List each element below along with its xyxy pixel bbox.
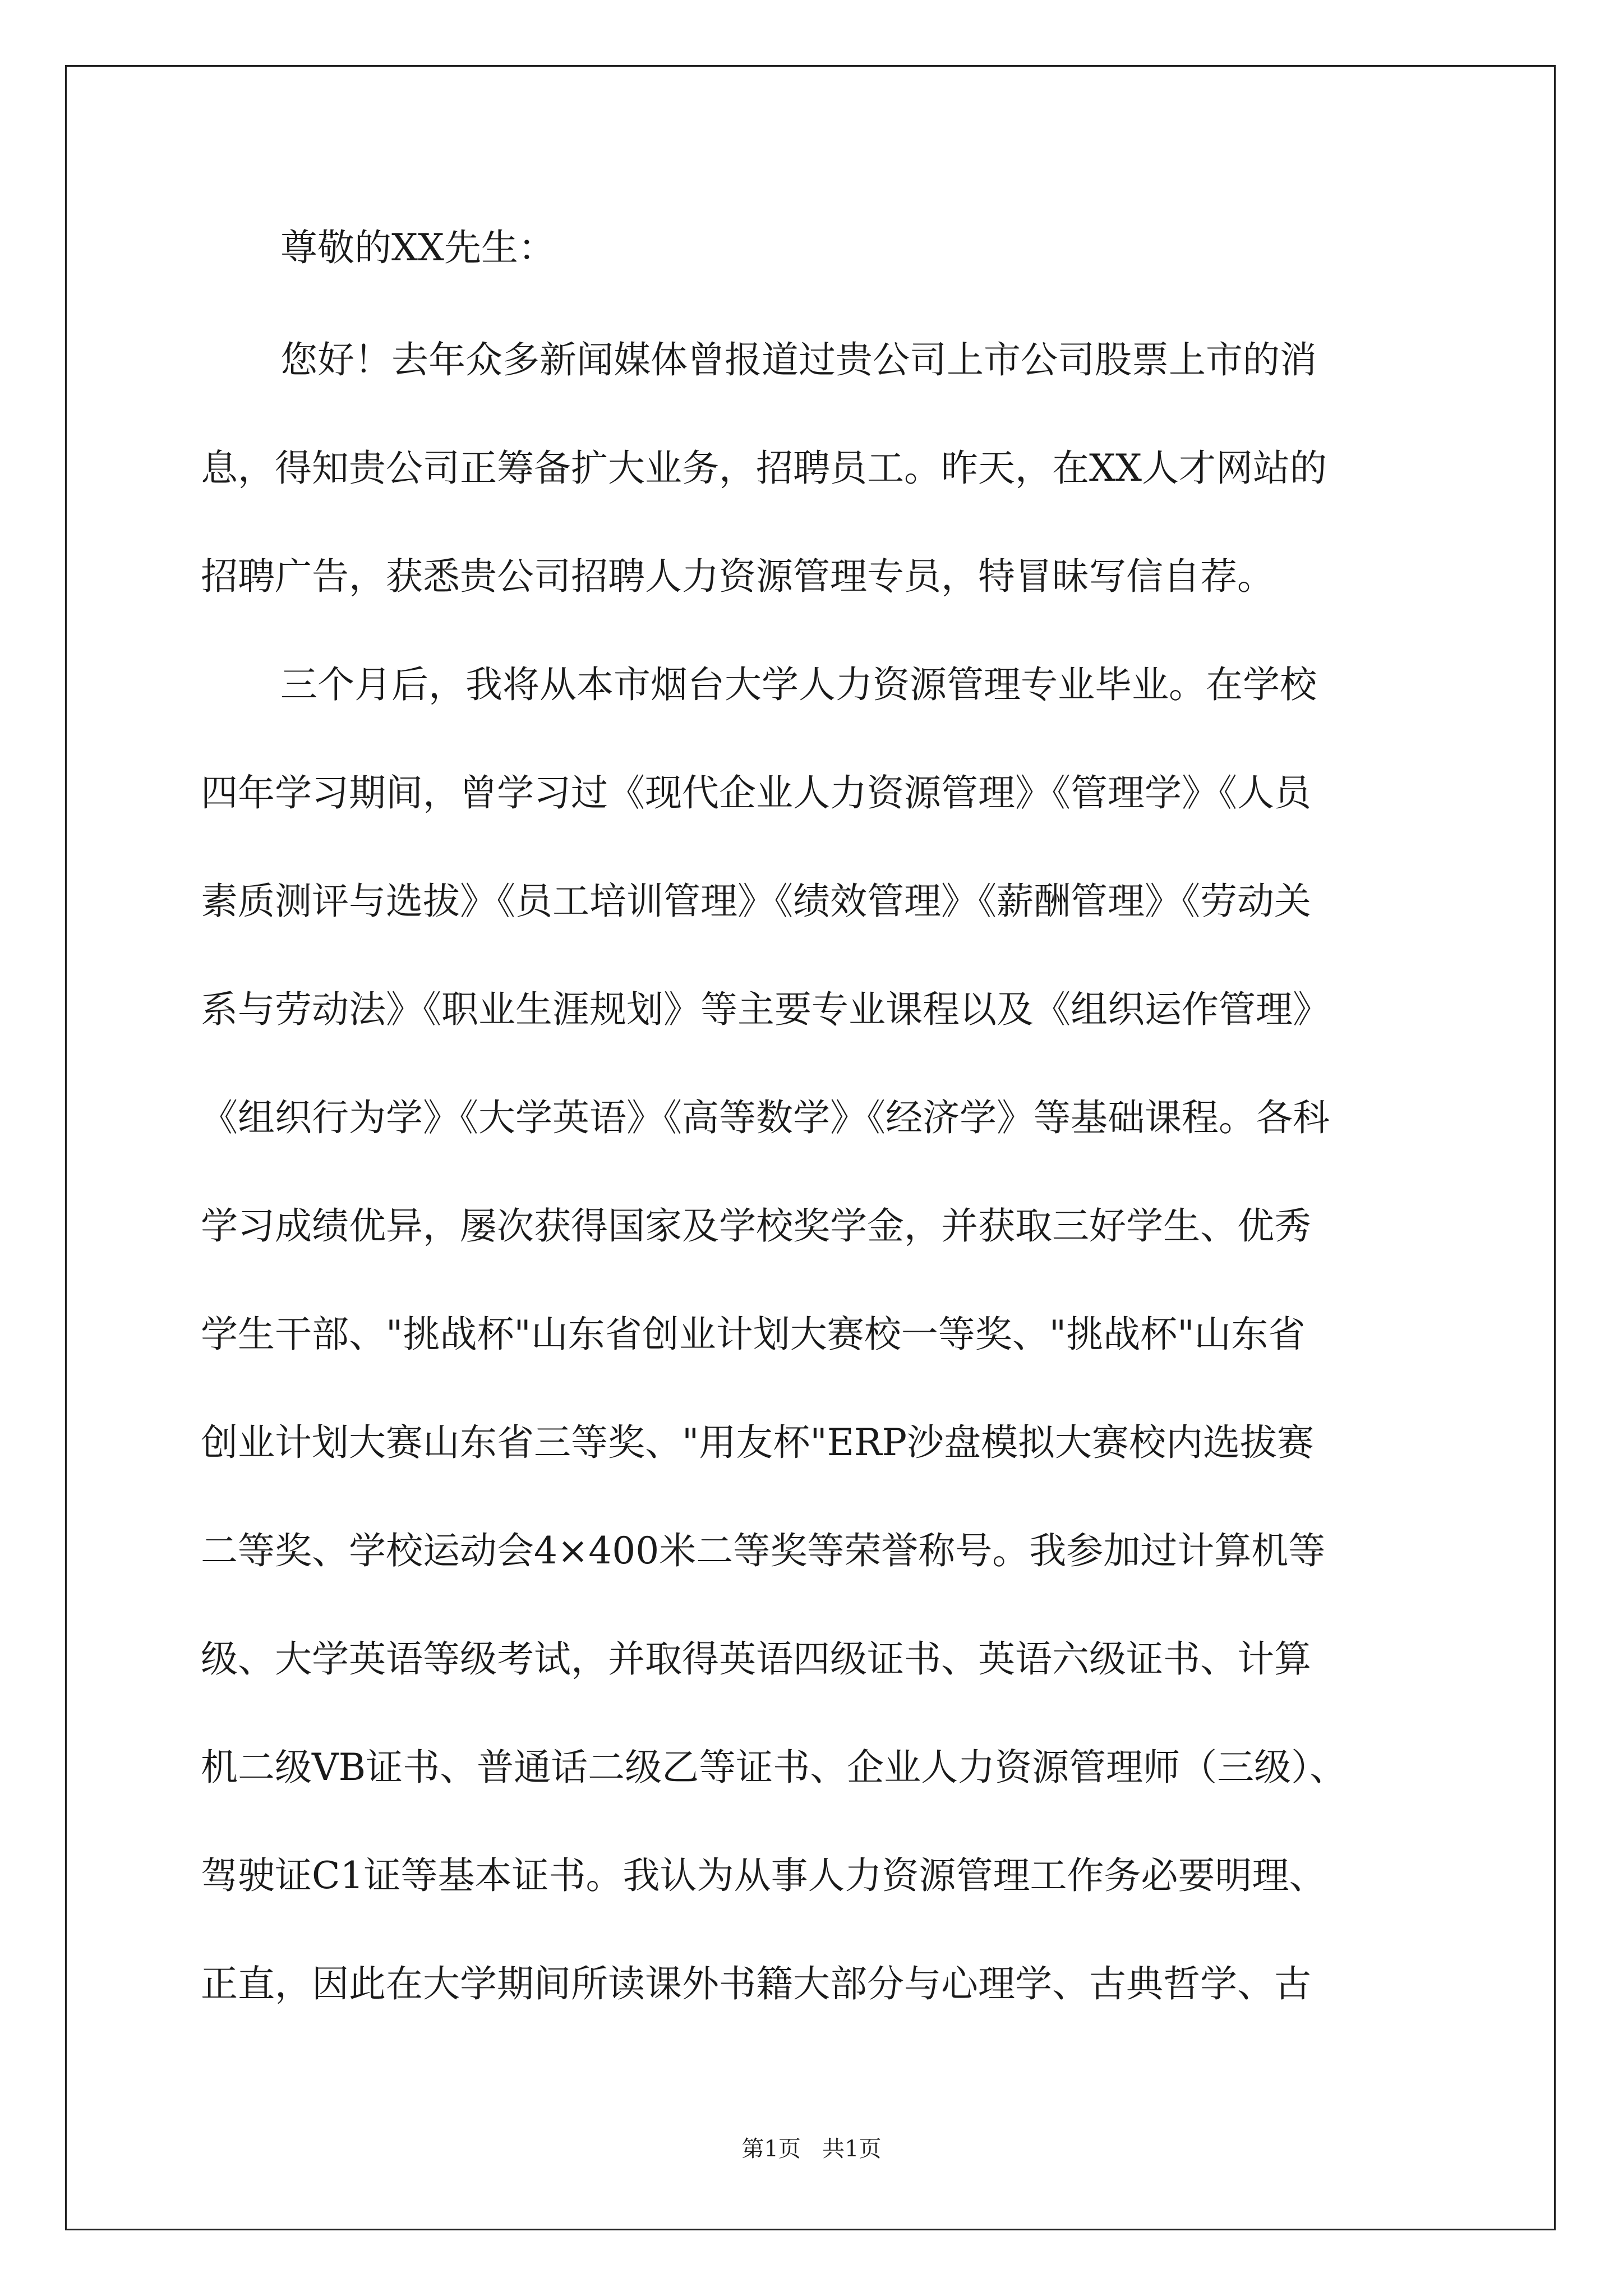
paragraph-line: 二等奖、学校运动会4×400米二等奖等荣誉称号。我参加过计算机等 — [201, 1529, 1326, 1572]
paragraph-line: 级、大学英语等级考试，并取得英语四级证书、英语六级证书、计算 — [201, 1637, 1311, 1681]
paragraph-line: 四年学习期间，曾学习过《现代企业人力资源管理》《管理学》《人员 — [201, 771, 1311, 815]
paragraph-line: 机二级VB证书、普通话二级乙等证书、企业人力资源管理师（三级）、 — [201, 1746, 1347, 1789]
paragraph-line: 创业计划大赛山东省三等奖、"用友杯"ERP沙盘模拟大赛校内选拔赛 — [201, 1421, 1314, 1464]
paragraph-line: 正直，因此在大学期间所读课外书籍大部分与心理学、古典哲学、古 — [201, 1962, 1311, 2005]
paragraph-line: 素质测评与选拔》《员工培训管理》《绩效管理》《薪酬管理》《劳动关 — [201, 880, 1311, 923]
paragraph-line: 学生干部、"挑战杯"山东省创业计划大赛校一等奖、"挑战杯"山东省 — [201, 1313, 1306, 1356]
paragraph-line: 您好！去年众多新闻媒体曾报道过贵公司上市公司股票上市的消 — [280, 338, 1317, 381]
paragraph-line: 学习成绩优异，屡次获得国家及学校奖学金，并获取三好学生、优秀 — [201, 1204, 1311, 1248]
paragraph-line: 招聘广告，获悉贵公司招聘人力资源管理专员，特冒昧写信自荐。 — [201, 555, 1274, 598]
page-border — [65, 65, 1556, 2230]
paragraph-line: 息，得知贵公司正筹备扩大业务，招聘员工。昨天，在XX人才网站的 — [201, 447, 1327, 490]
paragraph-line: 系与劳动法》《职业生涯规划》等主要专业课程以及《组织运作管理》 — [201, 988, 1330, 1031]
paragraph-line: 《组织行为学》《大学英语》《高等数学》《经济学》等基础课程。各科 — [201, 1096, 1330, 1139]
page-number-footer: 第1页 共1页 — [741, 2136, 882, 2162]
salutation: 尊敬的XX先生： — [280, 226, 555, 269]
paragraph-line: 驾驶证C1证等基本证书。我认为从事人力资源管理工作务必要明理、 — [201, 1854, 1326, 1897]
paragraph-line: 三个月后，我将从本市烟台大学人力资源管理专业毕业。在学校 — [280, 663, 1317, 706]
